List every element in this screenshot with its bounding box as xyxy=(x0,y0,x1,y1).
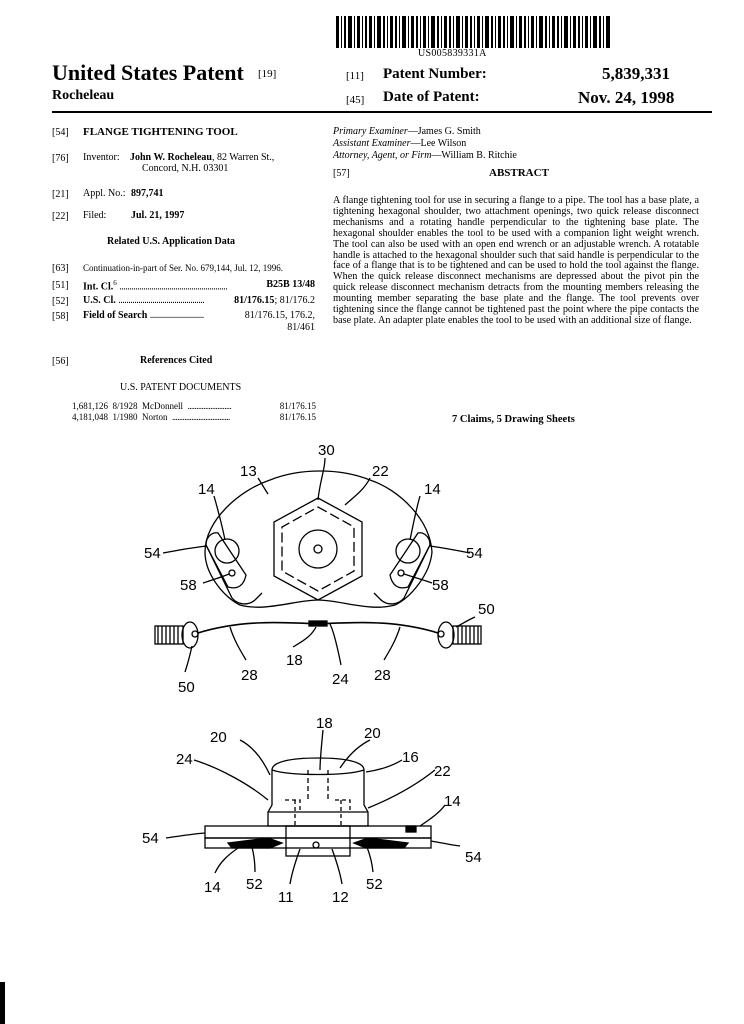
label-20-left: 20 xyxy=(210,729,227,746)
table-row xyxy=(72,412,316,422)
patent-number: 5,839,331 xyxy=(602,64,670,83)
cip-code: [63] xyxy=(52,263,69,274)
label-18-top: 18 xyxy=(286,652,303,669)
us-docs-heading: U.S. PATENT DOCUMENTS xyxy=(120,382,242,393)
related-heading: Related U.S. Application Data xyxy=(107,236,236,247)
label-24-top: 24 xyxy=(332,671,349,688)
label-22-bottom: 22 xyxy=(434,763,451,780)
label-54-right: 54 xyxy=(466,545,483,562)
abstract-text: A flange tightening tool for use in securing a flange to a pipe. The tool has a base plate, a tightening hexagonal shoulder, two attachment openings, two quick release disconnect mechanisms and a rotating handle perpendicular to the tightening base plate. The hexagonal shoulder enables the tool to be used with a companion light weight wrench. The tool can also be used with an open end wrench or an adjustable wrench. A rotatable handle is attached to the hexagonal shoulder such that said handle is perpendicular to the face of a flange that is to be tightened and can be used to hold the tool against the flange. When the quick release disconnect mechanisms are depressed about the pivot pin the quick release disconnect mechanism detracts from the mounting members releasing the mounting member separating the base plate and the flange. The tool prevents over tightening since the flange cannot be tightened past the point where the pipe contacts the base plate. An adapter plate enables the tool to be used with an additional size of flange. xyxy=(333,195,699,326)
appl-label: Appl. No.: xyxy=(83,188,126,199)
filed-label: Filed: xyxy=(83,210,107,221)
scan-margin-mark xyxy=(0,982,5,1024)
table-row xyxy=(72,401,316,411)
intcl-value: B25B 13/48 xyxy=(266,279,315,290)
attorney xyxy=(333,150,517,161)
ref-dots: ......................... xyxy=(187,401,232,411)
ref-number: 1,681,126 xyxy=(72,401,108,411)
label-20-right: 20 xyxy=(364,725,381,742)
label-24-bottom: 24 xyxy=(176,751,193,768)
uscl-value-main: 81/176.15 xyxy=(234,295,275,306)
invention-title: FLANGE TIGHTENING TOOL xyxy=(83,126,238,138)
attorney-label: Attorney, Agent, or Firm xyxy=(333,150,432,161)
title-field-code: [54] xyxy=(52,127,69,138)
patent-drawing xyxy=(0,430,744,910)
right-wing xyxy=(374,545,430,604)
field-dots: ........................... xyxy=(149,310,204,321)
refs-code: [56] xyxy=(52,356,69,367)
label-52-right: 52 xyxy=(366,876,383,893)
label-58-right: 58 xyxy=(432,577,449,594)
inventor-code: [76] xyxy=(52,153,69,164)
center-hole xyxy=(314,545,322,553)
label-22: 22 xyxy=(372,463,389,480)
field-label: Field of Search xyxy=(83,310,148,321)
intcl-label: Int. Cl. xyxy=(83,281,114,293)
label-30: 30 xyxy=(318,442,335,459)
center-boss xyxy=(299,530,337,568)
left-pivot xyxy=(229,570,235,576)
label-11: 11 xyxy=(278,889,294,906)
inventor-line1 xyxy=(130,152,274,163)
ref-class: 81/176.15 xyxy=(279,401,316,411)
filed-date: Jul. 21, 1997 xyxy=(131,210,185,221)
abstract-code: [57] xyxy=(333,168,350,179)
uscl-value xyxy=(234,295,315,306)
assistant-label: Assistant Examiner xyxy=(333,138,411,149)
ref-class: 81/176.15 xyxy=(279,412,316,422)
patent-number-label: Patent Number: xyxy=(383,66,487,82)
header-rule xyxy=(52,111,712,113)
field-line xyxy=(83,310,315,321)
intcl-sup: 6 xyxy=(113,279,117,287)
primary-name: —James G. Smith xyxy=(407,126,481,137)
label-14-right: 14 xyxy=(424,481,441,498)
handle-clip xyxy=(309,621,327,626)
patent-number-code: [11] xyxy=(346,70,364,82)
label-54-bottom-right: 54 xyxy=(465,849,482,866)
uscl-label: U.S. Cl. xyxy=(83,295,116,306)
refs-heading: References Cited xyxy=(140,355,213,366)
ref-name: Norton xyxy=(142,412,168,422)
ref-date: 1/1980 xyxy=(112,412,138,422)
intcl-line xyxy=(83,279,315,292)
label-16: 16 xyxy=(402,749,419,766)
left-bolt xyxy=(155,622,198,648)
label-14-left: 14 xyxy=(198,481,215,498)
field-value2: 81/461 xyxy=(287,322,315,333)
label-58-left: 58 xyxy=(180,577,197,594)
intcl-code: [51] xyxy=(52,280,69,291)
right-pivot xyxy=(398,570,404,576)
label-18-bottom: 18 xyxy=(316,715,333,732)
primary-label: Primary Examiner xyxy=(333,126,408,137)
inventor-name: John W. Rocheleau xyxy=(130,152,212,163)
label-13: 13 xyxy=(240,463,257,480)
assistant-examiner xyxy=(333,138,466,149)
label-28-left: 28 xyxy=(241,667,258,684)
cip-text: Continuation-in-part of Ser. No. 679,144, Jul. 12, 1996. xyxy=(83,263,283,273)
hexagon-outer xyxy=(274,498,362,600)
label-12: 12 xyxy=(332,889,349,906)
right-opening xyxy=(396,539,420,563)
date-code: [45] xyxy=(346,94,365,106)
filed-code: [22] xyxy=(52,211,69,222)
label-50-left: 50 xyxy=(178,679,195,696)
assistant-name: —Lee Wilson xyxy=(410,138,467,149)
claims-info: 7 Claims, 5 Drawing Sheets xyxy=(452,414,575,425)
uscl-dots: ........................................... xyxy=(118,295,205,306)
patent-title: United States Patent xyxy=(52,60,244,85)
uscl-line xyxy=(83,295,315,306)
ref-dots: ................................. xyxy=(172,412,230,422)
label-52-left: 52 xyxy=(246,876,263,893)
label-50-right: 50 xyxy=(478,601,495,618)
inventor-address1: , 82 Warren St., xyxy=(211,152,275,163)
barcode xyxy=(336,16,610,48)
hexagon-inner-dashed xyxy=(282,507,354,591)
label-28-right: 28 xyxy=(374,667,391,684)
uscl-value-rest: ; 81/176.2 xyxy=(274,295,315,306)
title-code: [19] xyxy=(258,68,277,80)
ref-number: 4,181,048 xyxy=(72,412,108,422)
appl-number: 897,741 xyxy=(131,188,164,199)
barcode-number: US005839331A xyxy=(418,48,487,59)
right-bolt xyxy=(438,622,481,648)
field-value1: 81/176.15, 176.2, xyxy=(244,310,315,321)
ref-date: 8/1928 xyxy=(112,401,138,411)
intcl-dots: ...................................................... xyxy=(119,281,228,293)
date-label: Date of Patent: xyxy=(383,89,480,105)
patent-date: Nov. 24, 1998 xyxy=(578,88,675,107)
label-14-bottom-right: 14 xyxy=(444,793,461,810)
primary-examiner xyxy=(333,126,481,137)
inventor-address2: Concord, N.H. 03301 xyxy=(142,163,229,174)
field-code: [58] xyxy=(52,311,69,322)
inventor-label: Inventor: xyxy=(83,152,120,163)
attorney-name: —William B. Ritchie xyxy=(431,150,517,161)
side-view xyxy=(205,758,431,856)
uscl-code: [52] xyxy=(52,296,69,307)
abstract-heading: ABSTRACT xyxy=(489,167,549,179)
label-54-left: 54 xyxy=(144,545,161,562)
label-54-bottom-left: 54 xyxy=(142,830,159,847)
appl-code: [21] xyxy=(52,189,69,200)
label-14-bottom-left: 14 xyxy=(204,879,221,896)
inventor-surname: Rocheleau xyxy=(52,88,115,103)
ref-name: McDonnell xyxy=(142,401,184,411)
